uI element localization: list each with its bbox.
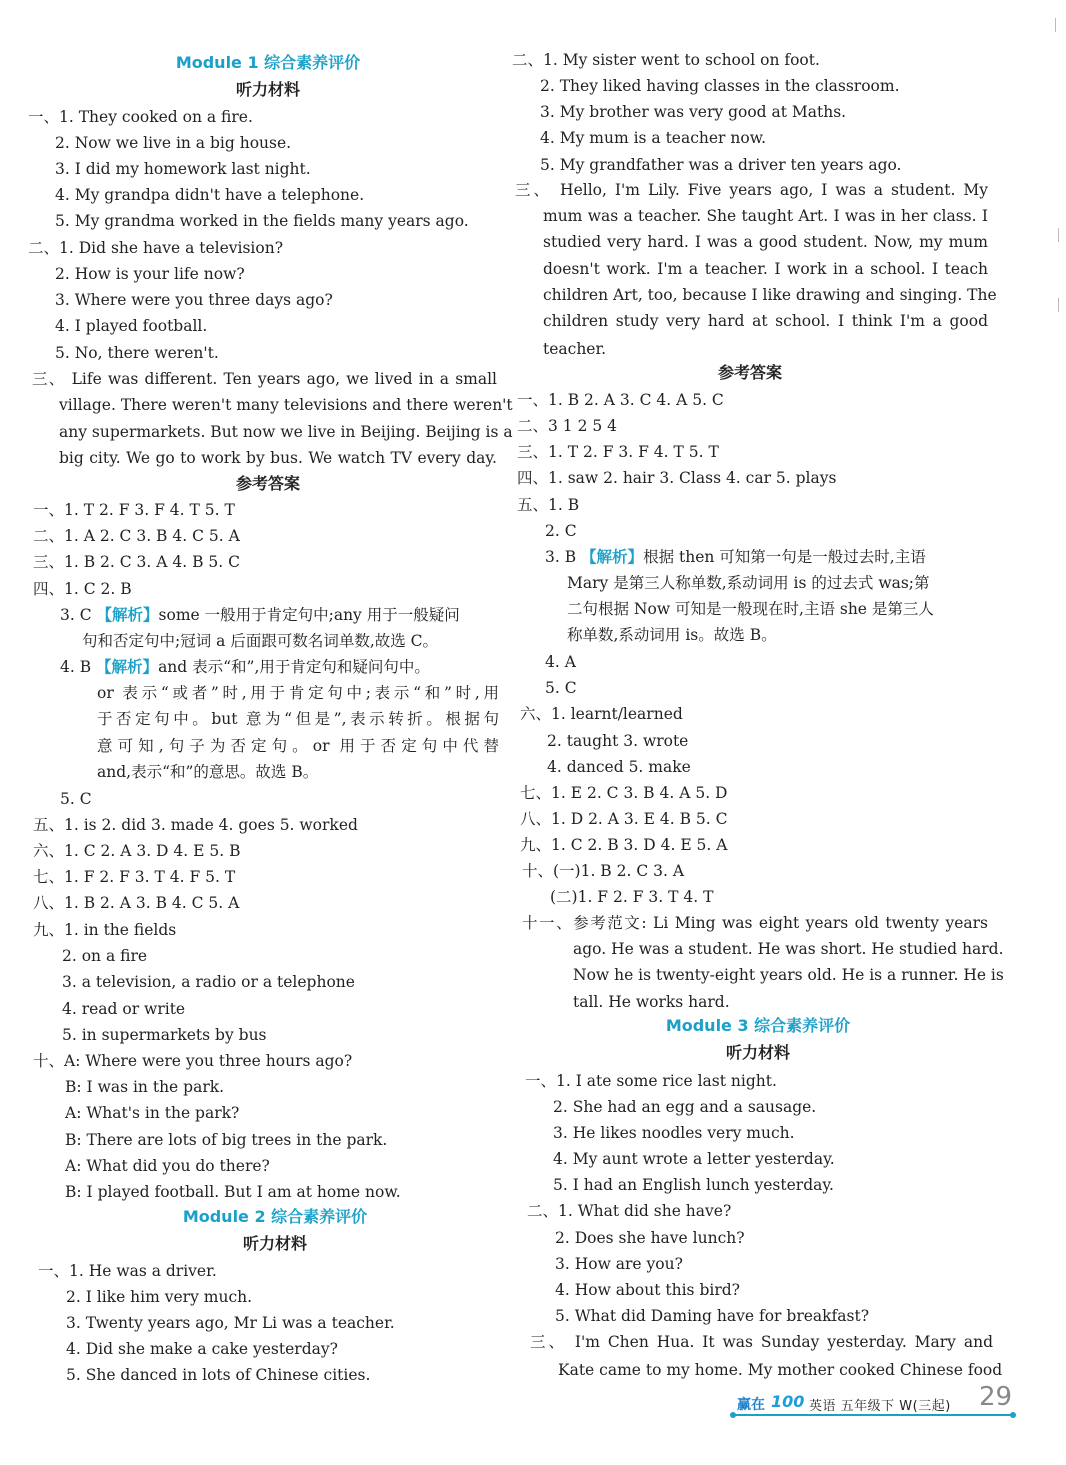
- text-line: 5. She danced in lots of Chinese cities.: [66, 1366, 371, 1384]
- text-line: Kate came to my home. My mother cooked Chinese food: [558, 1361, 1003, 1379]
- text-line: 4. My grandpa didn't have a telephone.: [55, 186, 365, 204]
- answer-explanation-line: [60, 602, 460, 628]
- answer-explanation-line: [545, 544, 926, 570]
- text-line: children Art, too, because I like drawing and singing. The: [543, 286, 997, 304]
- text-line: 十、(一)1. B 2. C 3. A: [522, 862, 685, 880]
- text-line: Mary 是第三人称单数,系动词用 is 的过去式 was;第: [567, 574, 930, 592]
- text-line: A: What did you do there?: [65, 1157, 270, 1175]
- text-line: 一、1. I ate some rice last night.: [525, 1072, 777, 1090]
- footer-rule-dot: [730, 1412, 736, 1418]
- text-line: 十、A: Where were you three hours ago?: [33, 1052, 353, 1070]
- text-line: big city. We go to work by bus. We watch TV every day.: [59, 449, 497, 467]
- text-line: B: There are lots of big trees in the park.: [65, 1131, 388, 1149]
- section-heading: 听力材料: [242, 1234, 307, 1253]
- text-line: 4. My mum is a teacher now.: [540, 129, 767, 147]
- text-line: 5. My grandma worked in the fields many years ago.: [55, 212, 469, 230]
- section-heading: 参考答案: [235, 474, 300, 493]
- text-line: 4. Did she make a cake yesterday?: [66, 1340, 338, 1358]
- footer-rule-dot: [1010, 1412, 1016, 1418]
- text-line: 五、1. B: [517, 496, 580, 514]
- text-line: B: I played football. But I am at home now.: [65, 1183, 401, 1201]
- text-line: 九、1. in the fields: [33, 921, 177, 939]
- section-heading: 听力材料: [235, 80, 300, 99]
- text-line: 5. My grandfather was a driver ten years ago.: [540, 156, 902, 174]
- text-line: 二、1. A 2. C 3. B 4. C 5. A: [33, 527, 240, 545]
- section-heading: 参考答案: [717, 363, 782, 382]
- text-line: 3. Where were you three days ago?: [55, 291, 333, 309]
- text-line: (二)1. F 2. F 3. T 4. T: [550, 888, 714, 906]
- text-line: 句和否定句中;冠词 a 后面跟可数名词单数,故选 C。: [82, 632, 439, 650]
- text-line: 2. taught 3. wrote: [547, 732, 689, 750]
- text-line: 六、1. C 2. A 3. D 4. E 5. B: [33, 842, 241, 860]
- footer-book-info: 英语 五年级下 W(三起): [809, 1399, 951, 1414]
- text-line: 三、 Hello, I'm Lily. Five years ago, I was a student. My: [515, 181, 988, 199]
- text-line: 2. How is your life now?: [55, 265, 245, 283]
- text-line: 十一、参考范文: Li Ming was eight years old twenty years: [522, 914, 988, 932]
- text-line: 六、1. learnt/learned: [520, 705, 683, 723]
- analysis-tag: 【解析】: [96, 658, 159, 676]
- text-line: 2. They liked having classes in the classroom.: [540, 77, 900, 95]
- text-line: 五、1. is 2. did 3. made 4. goes 5. worked: [33, 816, 358, 834]
- text-line: 4. read or write: [62, 1000, 186, 1018]
- text-line: 二句根据 Now 可知是一般现在时,主语 she 是第三人: [567, 600, 934, 618]
- text-line: 5. I had an English lunch yesterday.: [553, 1176, 834, 1194]
- text-line: 九、1. C 2. B 3. D 4. E 5. A: [520, 836, 728, 854]
- text-line: A: What's in the park?: [65, 1104, 240, 1122]
- footer-brand: 赢在: [737, 1397, 765, 1413]
- text-line: 5. C: [545, 679, 577, 697]
- text-line: or 表示“或者”时,用于肯定句中;表示“和”时,用: [97, 684, 499, 702]
- analysis-tag: 【解析】: [581, 548, 644, 566]
- text-line: 3. Twenty years ago, Mr Li was a teacher.: [66, 1314, 395, 1332]
- analysis-text: and 表示“和”,用于肯定句和疑问句中。: [158, 658, 430, 676]
- text-line: 4. How about this bird?: [555, 1281, 740, 1299]
- text-line: children study very hard at school. I think I'm a good: [543, 312, 988, 330]
- text-line: 3. My brother was very good at Maths.: [540, 103, 847, 121]
- text-line: 2. on a fire: [62, 947, 148, 965]
- text-line: 七、1. F 2. F 3. T 4. F 5. T: [33, 868, 236, 886]
- text-line: 一、1. He was a driver.: [38, 1262, 217, 1280]
- page-footer: [733, 1382, 1015, 1418]
- module-title: Module 2 综合素养评价: [182, 1207, 368, 1226]
- scan-edge-mark: [1055, 18, 1056, 32]
- text-line: 5. in supermarkets by bus: [62, 1026, 267, 1044]
- page-number: 29: [979, 1382, 1013, 1412]
- text-line: 二、1. Did she have a television?: [28, 239, 284, 257]
- text-line: B: I was in the park.: [65, 1078, 225, 1096]
- text-line: 5. What did Daming have for breakfast?: [555, 1307, 870, 1325]
- text-line: mum was a teacher. She taught Art. I was in her class. I: [543, 207, 988, 225]
- analysis-tag: 【解析】: [96, 606, 159, 624]
- answer-explanation-line: [60, 654, 430, 680]
- text-line: 三、 I'm Chen Hua. It was Sunday yesterday. Mary and: [530, 1333, 993, 1351]
- text-line: 七、1. E 2. C 3. B 4. A 5. D: [520, 784, 728, 802]
- text-line: studied very hard. I was a good student. Now, my mum: [543, 233, 988, 251]
- text-line: Now he is twenty-eight years old. He is a runner. He is: [573, 966, 1004, 984]
- text-line: 4. I played football.: [55, 317, 208, 335]
- text-line: 二、1. My sister went to school on foot.: [512, 51, 820, 69]
- text-line: 三、1. T 2. F 3. F 4. T 5. T: [517, 443, 719, 461]
- answer-number: 3. B: [545, 548, 577, 566]
- text-line: 3. I did my homework last night.: [55, 160, 311, 178]
- text-line: 四、1. C 2. B: [33, 580, 132, 598]
- answer-number: 4. B: [60, 658, 92, 676]
- text-line: and,表示“和”的意思。故选 B。: [97, 763, 319, 781]
- text-line: 3. a television, a radio or a telephone: [62, 973, 355, 991]
- text-line: 3. How are you?: [555, 1255, 683, 1273]
- text-line: any supermarkets. But now we live in Beijing. Beijing is a: [59, 423, 513, 441]
- text-line: 八、1. D 2. A 3. E 4. B 5. C: [520, 810, 728, 828]
- analysis-text: some 一般用于肯定句中;any 用于一般疑问: [158, 606, 460, 624]
- text-line: 八、1. B 2. A 3. B 4. C 5. A: [33, 894, 240, 912]
- text-line: 二、1. What did she have?: [527, 1202, 732, 1220]
- text-line: teacher.: [543, 340, 607, 358]
- text-line: 2. C: [545, 522, 577, 540]
- text-line: 2. She had an egg and a sausage.: [553, 1098, 817, 1116]
- text-line: 于否定句中。but 意为“但是”,表示转折。根据句: [97, 710, 499, 728]
- scan-edge-mark: [1058, 298, 1059, 312]
- section-heading: 听力材料: [725, 1043, 790, 1062]
- text-line: 意可知,句子为否定句。or 用于否定句中代替: [97, 737, 499, 755]
- scan-edge-mark: [1058, 228, 1059, 242]
- module-title: Module 3 综合素养评价: [665, 1016, 851, 1035]
- text-line: 一、1. B 2. A 3. C 4. A 5. C: [517, 391, 724, 409]
- footer-rule: [733, 1414, 1013, 1416]
- footer-brand-logo: 100: [771, 1392, 805, 1411]
- text-line: 称单数,系动词用 is。故选 B。: [567, 626, 777, 644]
- text-line: 二、3 1 2 5 4: [517, 417, 618, 435]
- text-line: 2. I like him very much.: [66, 1288, 253, 1306]
- text-line: 3. He likes noodles very much.: [553, 1124, 795, 1142]
- text-line: 5. C: [60, 790, 92, 808]
- text-line: 5. No, there weren't.: [55, 344, 219, 362]
- text-line: 四、1. saw 2. hair 3. Class 4. car 5. plays: [517, 469, 837, 487]
- text-line: 4. My aunt wrote a letter yesterday.: [553, 1150, 835, 1168]
- text-line: 2. Now we live in a big house.: [55, 134, 292, 152]
- text-line: ago. He was a student. He was short. He studied hard.: [573, 940, 1004, 958]
- text-line: village. There weren't many televisions and there weren't: [59, 396, 513, 414]
- text-line: 4. danced 5. make: [547, 758, 691, 776]
- module-title: Module 1 综合素养评价: [175, 53, 361, 72]
- text-line: 三、 Life was different. Ten years ago, we lived in a small: [32, 370, 497, 388]
- text-line: tall. He works hard.: [573, 993, 730, 1011]
- text-line: 一、1. T 2. F 3. F 4. T 5. T: [33, 501, 235, 519]
- text-line: 4. A: [545, 653, 576, 671]
- text-line: 2. Does she have lunch?: [555, 1229, 745, 1247]
- text-line: 一、1. They cooked on a fire.: [28, 108, 253, 126]
- answer-number: 3. C: [60, 606, 92, 624]
- text-line: doesn't work. I'm a teacher. I work in a school. I teach: [543, 260, 988, 278]
- analysis-text: 根据 then 可知第一句是一般过去时,主语: [643, 548, 926, 566]
- text-line: 三、1. B 2. C 3. A 4. B 5. C: [33, 553, 240, 571]
